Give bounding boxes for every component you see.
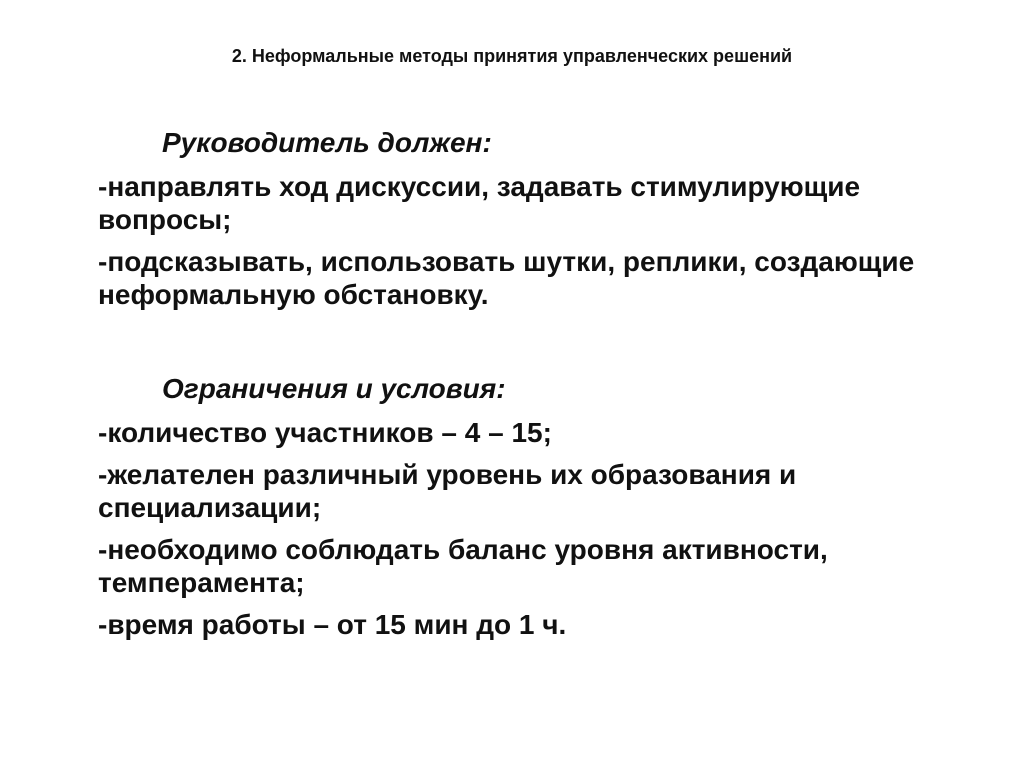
list-item: -желателен различный уровень их образования и специализации; [98, 459, 797, 523]
list-item: -время работы – от 15 мин до 1 ч. [98, 609, 567, 640]
slide-body [98, 126, 978, 650]
list-item: -направлять ход дискуссии, задавать стимулирующие вопросы; [98, 171, 861, 235]
section-heading-limitations: Ограничения и условия: [162, 373, 506, 404]
slide-title: 2. Неформальные методы принятия управленческих решений [231, 46, 793, 66]
section-heading-manager: Руководитель должен: [162, 127, 492, 158]
list-item: -подсказывать, использовать шутки, реплики, создающие неформальную обстановку. [98, 246, 915, 310]
list-item: -количество участников – 4 – 15; [98, 417, 552, 448]
section-spacer [98, 320, 978, 372]
list-item: -необходимо соблюдать баланс уровня активности, темперамента; [98, 534, 828, 598]
